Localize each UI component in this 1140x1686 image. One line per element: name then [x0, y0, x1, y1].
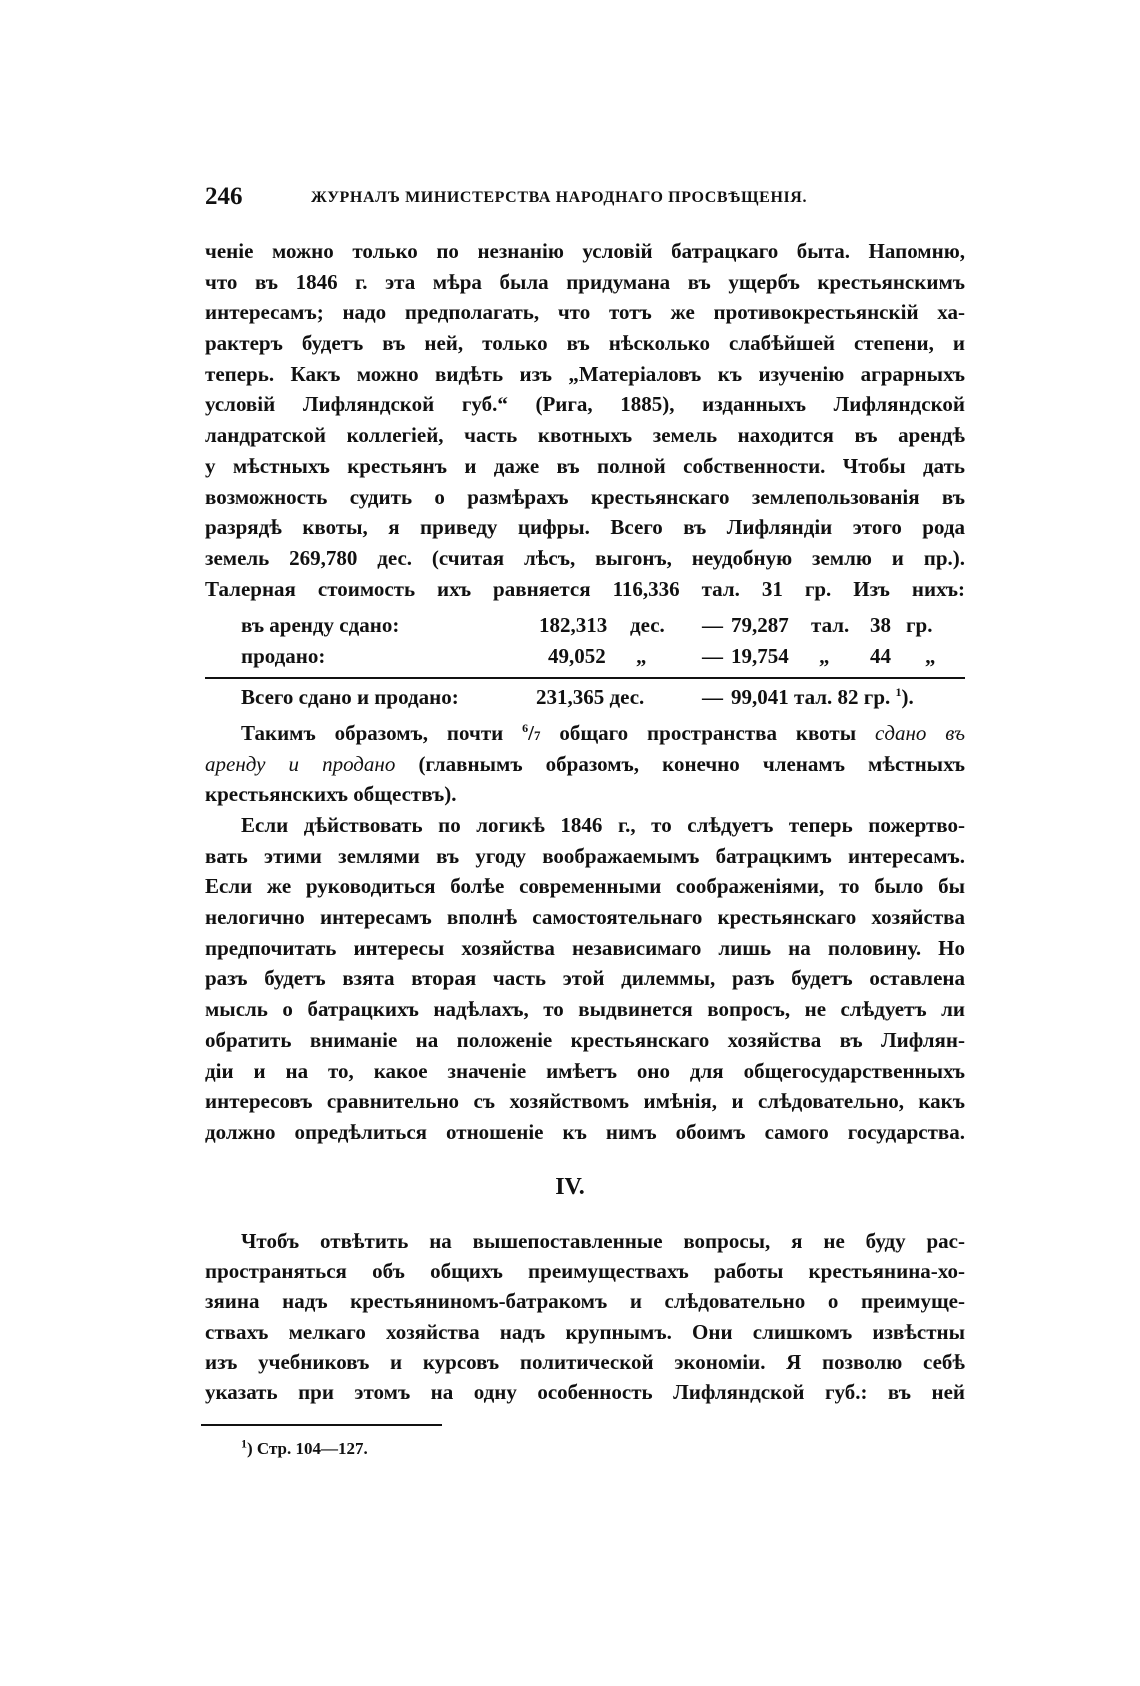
text-line: Чтобъ отвѣтить на вышепоставленные вопросы, я не буду рас- — [241, 1229, 965, 1253]
footnote-text: ) Стр. 104—127. — [247, 1439, 368, 1458]
journal-title: ЖУРНАЛЪ МИНИСТЕРСТВА НАРОДНАГО ПРОСВѢЩЕНІЯ. — [311, 189, 808, 206]
table-total-row — [205, 682, 965, 713]
text-line: у мѣстныхъ крестьянъ и даже въ полной собственности. Чтобы дать — [205, 453, 965, 478]
paragraph-2 — [205, 718, 965, 810]
section-heading: IV. — [555, 1174, 585, 1200]
paragraph-3 — [205, 810, 965, 1148]
text-line: ствахъ мелкаго хозяйства надъ крупнымъ. Они слишкомъ извѣстны — [205, 1319, 965, 1344]
text-line: интересовъ сравнительно съ хозяйствомъ имѣнія, и слѣдовательно, какъ — [205, 1089, 965, 1114]
text-line: мысль о батрацкихъ надѣлахъ, то выдвинется вопросъ, не слѣдуетъ ли — [205, 997, 965, 1022]
text-line: разъ будетъ взята вторая часть этой дилеммы, разъ будетъ оставлена — [205, 966, 965, 991]
text-line: теперь. Какъ можно видѣть изъ „Матеріаловъ къ изученію аграрныхъ — [205, 361, 965, 386]
row-label: продано: — [241, 644, 326, 668]
row-value-unit: тал. — [811, 613, 850, 637]
footnote-mark: 1 — [895, 685, 902, 699]
total-value-text: 99,041 тал. 82 гр. — [731, 685, 891, 709]
page-number: 246 — [205, 183, 243, 210]
table-total — [205, 682, 965, 713]
italic-text: аренду и продано — [205, 751, 396, 776]
text-line: обратить вниманіе на положеніе крестьянскаго хозяйства въ Лифлян- — [205, 1027, 965, 1052]
total-tail: ). — [901, 685, 914, 709]
paragraph-1 — [205, 236, 965, 604]
row-groschen: 38 — [870, 613, 891, 637]
text-line: вать этими землями въ угоду воображаемымъ батрацкимъ интересамъ. — [205, 843, 965, 868]
running-header — [205, 183, 865, 211]
total-label: Всего сдано и продано: — [241, 685, 459, 709]
text-line — [205, 749, 965, 780]
row-area: 49,052 — [548, 644, 606, 668]
total-area: 231,365 дес. — [536, 685, 645, 709]
footnote — [241, 1437, 368, 1461]
row-area-unit: дес. — [630, 613, 665, 637]
fraction: $^6$/7 — [522, 721, 541, 745]
row-value: 79,287 — [731, 613, 789, 637]
text-line: Если же руководиться болѣе современными соображеніями, то было бы — [205, 874, 965, 899]
text-line: зяина надъ крестьяниномъ-батракомъ и слѣдовательно о преимуще- — [205, 1289, 965, 1314]
text-line: Талерная стоимость ихъ равняется 116,336 тал. 31 гр. Изъ нихъ: — [205, 576, 965, 601]
text-line: условій Лифляндской губ.“ (Рига, 1885), изданныхъ Лифляндской — [205, 392, 965, 417]
text-line: должно опредѣлиться отношеніе къ нимъ обоимъ самого государства. — [205, 1119, 965, 1144]
text-line: изъ учебниковъ и курсовъ политической экономіи. Я позволю себѣ — [205, 1349, 965, 1374]
text-line: ченіе можно только по незнанію условій батрацкаго быта. Напомню, — [205, 239, 965, 263]
text-segment: общаго пространства квоты — [559, 721, 857, 745]
text-line: рактеръ будетъ въ ней, только въ нѣсколько слабѣйшей степени, и — [205, 331, 965, 356]
row-area-unit: „ — [636, 644, 647, 668]
row-dash: — — [702, 644, 723, 668]
text-segment: (главнымъ образомъ, конечно членамъ мѣстныхъ — [418, 751, 966, 776]
total-dash: — — [702, 685, 723, 709]
text-line: пространяться объ общихъ преимуществахъ работы крестьянина-хо- — [205, 1259, 965, 1284]
text-line: интересамъ; надо предполагать, что тотъ же противокрестьянскій ха- — [205, 300, 965, 325]
fraction-denominator: 7 — [534, 728, 541, 743]
row-area: 182,313 — [539, 613, 608, 637]
text-line: діи и на то, какое значеніе имѣетъ оно для общегосударственныхъ — [205, 1058, 965, 1083]
text-line: указать при этомъ на одну особенность Лифляндской губ.: въ ней — [205, 1379, 965, 1404]
text-line: ландратской коллегіей, часть квотныхъ земель находится въ арендѣ — [205, 423, 965, 448]
table-total-rule — [205, 677, 965, 679]
row-groschen-unit: гр. — [906, 613, 933, 637]
row-label: въ аренду сдано: — [241, 613, 400, 637]
row-value-unit: „ — [819, 644, 830, 668]
row-groschen: 44 — [870, 644, 891, 668]
footnote-rule — [201, 1424, 442, 1426]
text-line: Если дѣйствовать по логикѣ 1846 г., то слѣдуетъ теперь пожертво- — [241, 813, 965, 837]
text-line: нелогично интересамъ вполнѣ самостоятельнаго крестьянскаго хозяйства — [205, 905, 965, 930]
table-row — [205, 610, 965, 641]
total-value — [731, 682, 914, 713]
footnote-mark: 1 — [241, 1436, 247, 1451]
text-line: что въ 1846 г. эта мѣра была придумана въ ущербъ крестьянскимъ — [205, 269, 965, 294]
fraction-numerator: 6 — [522, 721, 529, 735]
text-line: разрядѣ квоты, я приведу цифры. Всего въ Лифляндіи этого рода — [205, 515, 965, 540]
paragraph-4 — [205, 1226, 965, 1407]
text-line: предпочитать интересы хозяйства независимаго лишь на половину. Но — [205, 935, 965, 960]
text-line: крестьянскихъ обществъ). — [205, 782, 457, 807]
italic-text: сдано въ — [875, 721, 966, 745]
text-line — [205, 718, 965, 749]
text-line: земель 269,780 дес. (считая лѣсъ, выгонъ, неудобную землю и пр.). — [205, 545, 965, 570]
row-groschen-unit: „ — [925, 644, 936, 668]
table-row — [205, 641, 965, 672]
land-table — [205, 610, 965, 672]
row-dash: — — [702, 613, 723, 637]
text-line: возможность судить о размѣрахъ крестьянскаго землепользованія въ — [205, 484, 965, 509]
row-value: 19,754 — [731, 644, 789, 668]
text-segment: Такимъ образомъ, почти — [241, 721, 504, 745]
